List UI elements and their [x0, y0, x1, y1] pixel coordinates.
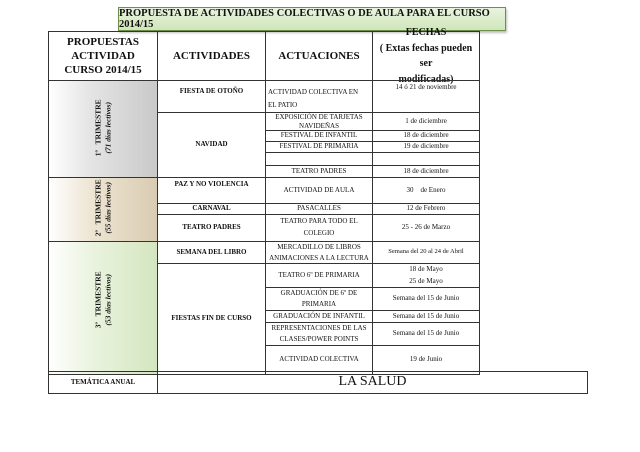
header-fechas: FECHAS ( Extas fechas pueden ser modificadas)	[372, 31, 480, 81]
fecha-r10: 18 de Mayo 25 de Mayo	[372, 263, 480, 288]
actuacion-r2: EXPOSICIÓN DE TARJETAS NAVIDEÑAS	[265, 112, 373, 131]
trimester-3-label: 3º TRIMESTRE (53 días lectivos)	[93, 271, 112, 329]
fecha-r14: 19 de Junio	[372, 345, 480, 375]
actuacion-r9: MERCADILLO DE LIBROS ANIMACIONES A LA LECTURA	[265, 241, 373, 264]
actuacion-r11: GRADUACIÓN DE 6º DE PRIMARIA	[265, 287, 373, 311]
actuacion-r1: ACTIVIDAD COLECTIVA EN EL PATIO	[265, 80, 373, 113]
header-actividades: ACTIVIDADES	[157, 31, 266, 81]
activity-semana-libro: SEMANA DEL LIBRO	[157, 241, 266, 264]
fecha-r1: 14 ó 21 de noviembre	[372, 80, 480, 113]
fecha-r6: 30 de Enero	[372, 177, 480, 204]
document-title: PROPUESTA DE ACTIVIDADES COLECTIVAS O DE AULA PARA EL CURSO 2014/15	[118, 7, 506, 31]
fecha-r5: 18 de diciembre	[372, 165, 480, 178]
actuacion-r13: REPRESENTACIONES DE LAS CLASES/POWER POINTS	[265, 322, 373, 346]
actuacion-r5: TEATRO PADRES	[265, 165, 373, 178]
actuacion-r4: FESTIVAL DE PRIMARIA	[265, 141, 373, 153]
activity-paz: PAZ Y NO VIOLENCIA	[157, 177, 266, 204]
tematica-anual-value: LA SALUD	[157, 371, 588, 394]
actuacion-r12: GRADUACIÓN DE INFANTIL	[265, 310, 373, 323]
fecha-r8: 25 - 26 de Marzo	[372, 214, 480, 242]
actuacion-r14: ACTIVIDAD COLECTIVA	[265, 345, 373, 375]
fecha-r2: 1 de diciembre	[372, 112, 480, 131]
activity-carnaval: CARNAVAL	[157, 203, 266, 215]
fecha-r11: Semana del 15 de Junio	[372, 287, 480, 311]
actuacion-r7: PASACALLES	[265, 203, 373, 215]
activity-navidad: NAVIDAD	[157, 112, 266, 178]
trimester-1-label: 1º TRIMESTRE (71 días lectivos)	[93, 99, 112, 157]
actuacion-r3: FESTIVAL DE INFANTIL	[265, 130, 373, 142]
actuacion-r8: TEATRO PARA TODO EL COLEGIO	[265, 214, 373, 242]
activity-teatro-padres: TEATRO PADRES	[157, 214, 266, 242]
trimester-2-label: 2º TRIMESTRE (55 días lectivos)	[93, 179, 112, 237]
activity-fiesta-otono: FIESTA DE OTOÑO	[157, 80, 266, 113]
fecha-r3: 18 de diciembre	[372, 130, 480, 142]
fecha-empty	[372, 152, 480, 166]
actuacion-r6: ACTIVIDAD DE AULA	[265, 177, 373, 204]
tematica-anual-label: TEMÁTICA ANUAL	[48, 371, 158, 394]
fecha-r9: Semana del 20 al 24 de Abril	[372, 241, 480, 264]
fecha-r7: 12 de Febrero	[372, 203, 480, 215]
fecha-r13: Semana del 15 de Junio	[372, 322, 480, 346]
fecha-r4: 19 de diciembre	[372, 141, 480, 153]
activity-fiestas-fin: FIESTAS FIN DE CURSO	[157, 263, 266, 375]
actuacion-empty	[265, 152, 373, 166]
actuacion-r10: TEATRO 6º DE PRIMARIA	[265, 263, 373, 288]
header-propuestas: PROPUESTAS ACTIVIDAD CURSO 2014/15	[48, 31, 158, 81]
header-actuaciones: ACTUACIONES	[265, 31, 373, 81]
fecha-r12: Semana del 15 de Junio	[372, 310, 480, 323]
